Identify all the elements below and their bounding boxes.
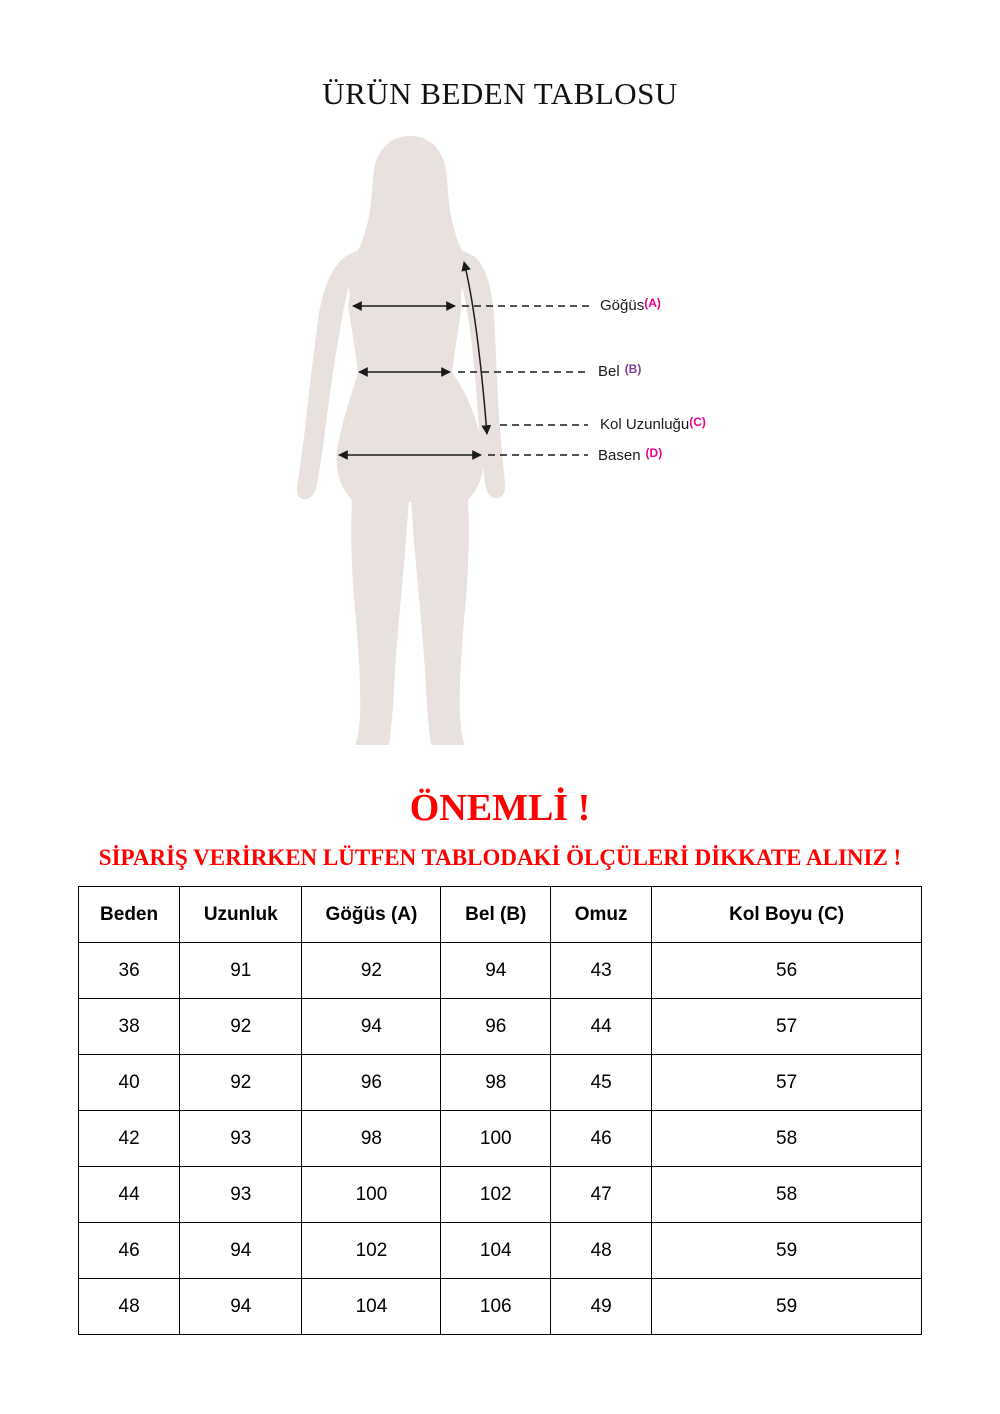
table-cell: 44 — [79, 1167, 180, 1223]
table-cell: 57 — [652, 1055, 922, 1111]
table-cell: 40 — [79, 1055, 180, 1111]
column-header: Kol Boyu (C) — [652, 887, 922, 943]
table-cell: 104 — [302, 1279, 441, 1335]
label-waist-text: Bel — [598, 363, 620, 380]
table-cell: 46 — [79, 1223, 180, 1279]
table-cell: 102 — [302, 1223, 441, 1279]
important-heading: ÖNEMLİ ! — [409, 787, 591, 829]
table-cell: 59 — [652, 1279, 922, 1335]
label-hip-text: Basen — [598, 447, 641, 464]
size-table-container — [78, 886, 922, 1335]
table-row — [79, 1055, 922, 1111]
warning-text: SİPARİŞ VERİRKEN LÜTFEN TABLODAKİ ÖLÇÜLERİ DİKKATE ALINIZ ! — [98, 845, 902, 870]
label-waist — [598, 363, 641, 380]
column-header: Uzunluk — [180, 887, 302, 943]
table-cell: 57 — [652, 999, 922, 1055]
table-row — [79, 943, 922, 999]
table-cell: 94 — [302, 999, 441, 1055]
label-arm-length — [600, 416, 706, 433]
table-cell: 47 — [551, 1167, 652, 1223]
size-table — [78, 886, 922, 1335]
label-chest — [600, 297, 661, 314]
size-table-header-row — [79, 887, 922, 943]
table-cell: 42 — [79, 1111, 180, 1167]
table-cell: 43 — [551, 943, 652, 999]
table-row — [79, 1223, 922, 1279]
table-cell: 92 — [302, 943, 441, 999]
table-cell: 59 — [652, 1223, 922, 1279]
table-cell: 56 — [652, 943, 922, 999]
table-cell: 58 — [652, 1167, 922, 1223]
label-chest-letter: (A) — [644, 296, 661, 310]
label-hip-letter: (D) — [645, 446, 663, 460]
table-row — [79, 1167, 922, 1223]
table-cell: 92 — [180, 1055, 302, 1111]
table-row — [79, 999, 922, 1055]
column-header: Göğüs (A) — [302, 887, 441, 943]
table-cell: 94 — [180, 1279, 302, 1335]
table-cell: 100 — [441, 1111, 551, 1167]
table-cell: 48 — [79, 1279, 180, 1335]
table-cell: 96 — [302, 1055, 441, 1111]
table-cell: 98 — [441, 1055, 551, 1111]
table-cell: 100 — [302, 1167, 441, 1223]
label-hip — [598, 447, 662, 464]
table-cell: 102 — [441, 1167, 551, 1223]
column-header: Omuz — [551, 887, 652, 943]
table-cell: 92 — [180, 999, 302, 1055]
table-cell: 36 — [79, 943, 180, 999]
column-header: Bel (B) — [441, 887, 551, 943]
column-header: Beden — [79, 887, 180, 943]
table-cell: 104 — [441, 1223, 551, 1279]
label-arm-length-letter: (C) — [689, 415, 706, 429]
table-cell: 93 — [180, 1111, 302, 1167]
table-cell: 48 — [551, 1223, 652, 1279]
table-cell: 93 — [180, 1167, 302, 1223]
table-cell: 94 — [180, 1223, 302, 1279]
table-cell: 91 — [180, 943, 302, 999]
table-row — [79, 1111, 922, 1167]
table-cell: 98 — [302, 1111, 441, 1167]
table-cell: 106 — [441, 1279, 551, 1335]
table-row — [79, 1279, 922, 1335]
label-chest-text: Göğüs — [600, 297, 645, 314]
label-waist-letter: (B) — [624, 362, 642, 376]
table-cell: 38 — [79, 999, 180, 1055]
table-cell: 44 — [551, 999, 652, 1055]
table-cell: 46 — [551, 1111, 652, 1167]
table-cell: 49 — [551, 1279, 652, 1335]
body-silhouette — [297, 136, 505, 745]
table-cell: 45 — [551, 1055, 652, 1111]
table-cell: 96 — [441, 999, 551, 1055]
page-title: ÜRÜN BEDEN TABLOSU — [322, 76, 678, 111]
table-cell: 58 — [652, 1111, 922, 1167]
table-cell: 94 — [441, 943, 551, 999]
label-arm-length-text: Kol Uzunluğu — [600, 416, 690, 433]
size-table-body — [79, 943, 922, 1335]
